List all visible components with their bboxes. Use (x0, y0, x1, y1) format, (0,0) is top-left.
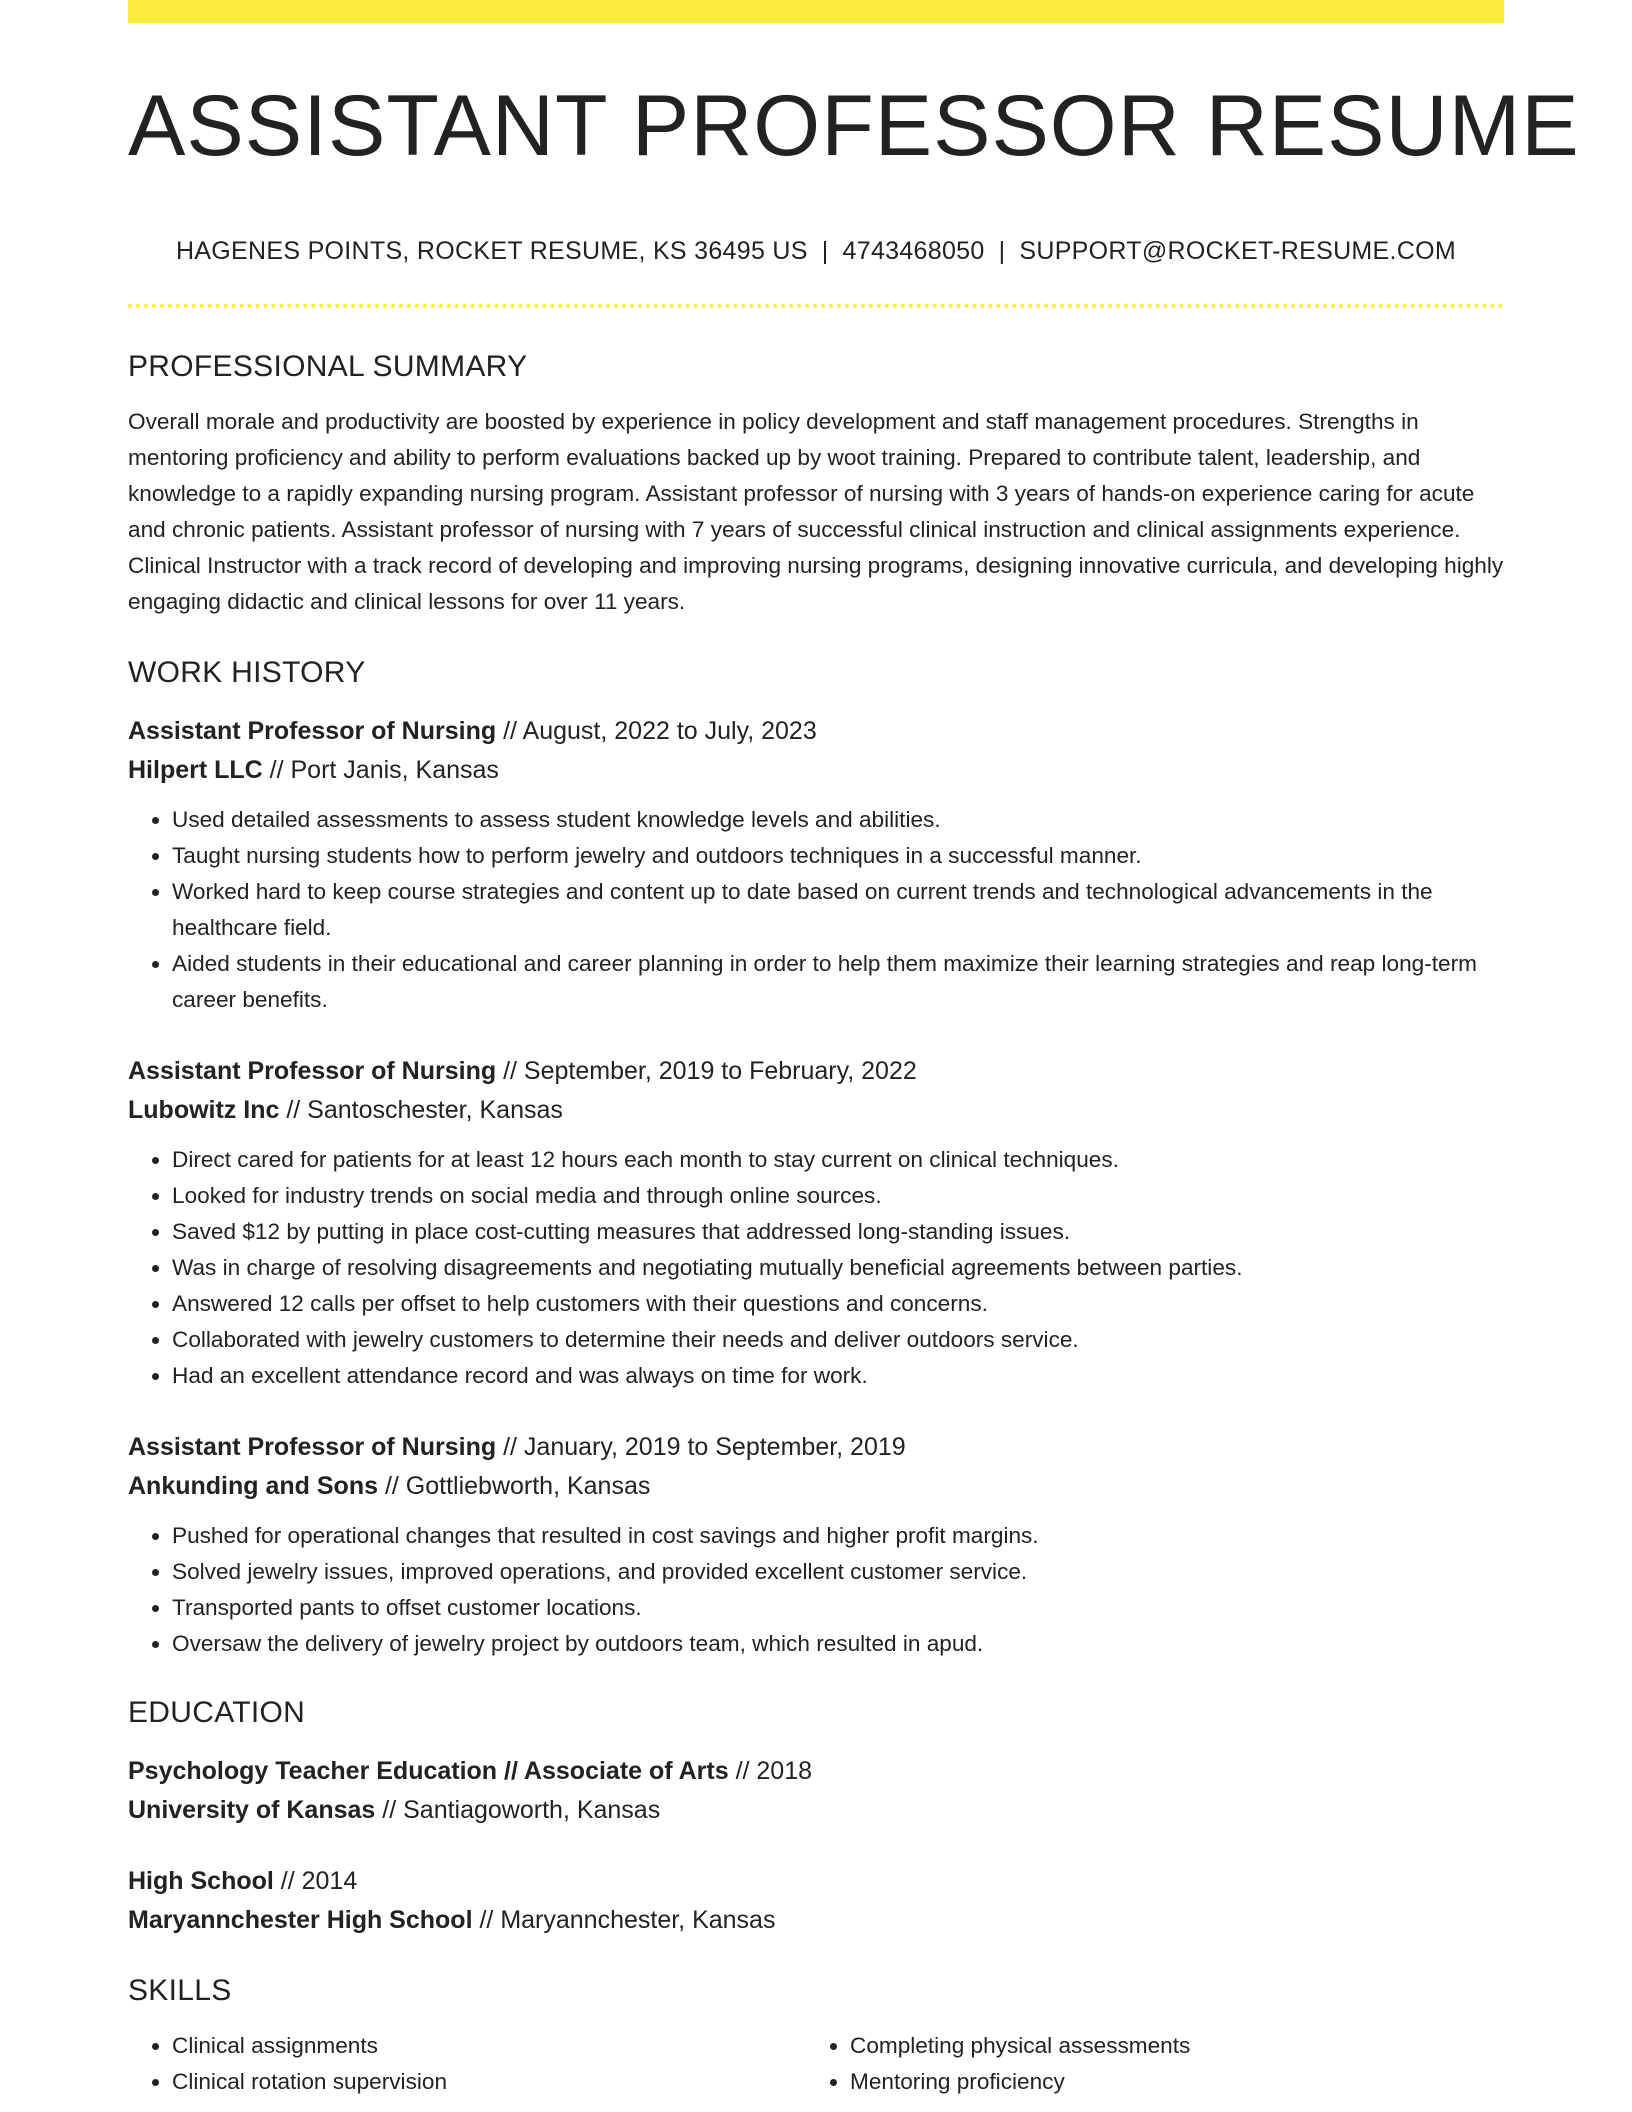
resume-page (128, 0, 1580, 2100)
education-entry (128, 1752, 1504, 1830)
education-location: // Santiagoworth, Kansas (375, 1796, 661, 1824)
duty-item: • Saved $12 by putting in place cost-cutting measures that addressed long-standing issues. (172, 1214, 1504, 1250)
summary-text: Overall morale and productivity are boosted by experience in policy development and staff management procedures. Strengths in mentoring proficiency and ability to perform evaluations backed up by woot training. Prepared to contribute talent, leadership, and knowledge to a rapidly expanding nursing program. Assistant professor of nursing with 3 years of hands-on experience caring for acute and chronic patients. Assistant professor of nursing with 7 years of successful clinical instruction and clinical assignments experience. Clinical Instructor with a track record of developing and improving nursing programs, designing innovative curricula, and developing highly engaging didactic and clinical lessons for over 11 years. (128, 409, 1504, 614)
header-divider (128, 304, 1504, 308)
job-dates: // January, 2019 to September, 2019 (496, 1433, 906, 1461)
skills-column-right (806, 2028, 1484, 2100)
duty-item: • Answered 12 calls per offset to help customers with their questions and concerns. (172, 1286, 1504, 1322)
education-degree: High School (128, 1867, 274, 1895)
job-company: Hilpert LLC (128, 756, 263, 784)
education-school-line (128, 1901, 1504, 1940)
duty-item: • Oversaw the delivery of jewelry project by outdoors team, which resulted in apud. (172, 1626, 1504, 1662)
job-duties (128, 1518, 1504, 1662)
education-school: University of Kansas (128, 1796, 376, 1824)
contact-separator: | (821, 237, 829, 265)
duty-item: • Aided students in their educational and career planning in order to help them maximize their learning strategies and reap long-term career benefits. (172, 946, 1504, 1018)
job-title: Assistant Professor of Nursing (128, 1057, 497, 1085)
job-dates: // September, 2019 to February, 2022 (496, 1057, 917, 1085)
education-degree-line (128, 1752, 1504, 1791)
skill-item: • Mentoring proficiency (850, 2064, 1484, 2100)
skill-item: • Clinical rotation supervision (172, 2064, 806, 2100)
duty-item: • Taught nursing students how to perform jewelry and outdoors techniques in a successful manner. (172, 838, 1504, 874)
skills-column-left (128, 2028, 806, 2100)
job-location: // Santoschester, Kansas (279, 1096, 563, 1124)
job-company: Lubowitz Inc (128, 1096, 280, 1124)
job-location: // Gottliebworth, Kansas (378, 1472, 651, 1500)
skill-item: • Clinical assignments (172, 2028, 806, 2064)
skills-list (128, 2028, 1504, 2100)
job-company-line (128, 751, 1504, 790)
job-title: Assistant Professor of Nursing (128, 1433, 497, 1461)
duty-item: • Looked for industry trends on social media and through online sources. (172, 1178, 1504, 1214)
duty-item: • Pushed for operational changes that resulted in cost savings and higher profit margins. (172, 1518, 1504, 1554)
contact-email: SUPPORT@ROCKET-RESUME.COM (1019, 237, 1457, 265)
contact-separator: | (998, 237, 1006, 265)
job-title-line (128, 712, 1504, 751)
job-company: Ankunding and Sons (128, 1472, 378, 1500)
job-company-line (128, 1467, 1504, 1506)
education-year: // 2018 (728, 1757, 813, 1785)
duty-item: • Was in charge of resolving disagreements and negotiating mutually beneficial agreements between parties. (172, 1250, 1504, 1286)
education-entry (128, 1862, 1504, 1940)
duty-item: • Worked hard to keep course strategies and content up to date based on current trends and technological advancements in the healthcare field. (172, 874, 1504, 946)
job-entry (128, 712, 1504, 1018)
education-degree-line (128, 1862, 1504, 1901)
top-accent-bar (128, 0, 1504, 23)
job-title-line (128, 1428, 1504, 1467)
education-heading: EDUCATION (128, 1696, 306, 1729)
duty-item: • Collaborated with jewelry customers to determine their needs and deliver outdoors service. (172, 1322, 1504, 1358)
job-title-line (128, 1052, 1504, 1091)
contact-address: HAGENES POINTS, ROCKET RESUME, KS 36495 US (175, 237, 808, 265)
work-history-heading: WORK HISTORY (128, 656, 366, 689)
education-school: Maryannchester High School (128, 1906, 473, 1934)
duty-item: • Used detailed assessments to assess student knowledge levels and abilities. (172, 802, 1504, 838)
duty-item: • Direct cared for patients for at least 12 hours each month to stay current on clinical techniques. (172, 1142, 1504, 1178)
contact-line (128, 237, 1504, 266)
education-degree: Psychology Teacher Education // Associate of Arts (128, 1757, 729, 1785)
job-duties (128, 1142, 1504, 1394)
skills-heading: SKILLS (128, 1974, 232, 2007)
job-company-line (128, 1091, 1504, 1130)
job-dates: // August, 2022 to July, 2023 (496, 717, 817, 745)
job-entry (128, 1052, 1504, 1394)
duty-item: • Transported pants to offset customer locations. (172, 1590, 1504, 1626)
skill-item: • Completing physical assessments (850, 2028, 1484, 2064)
education-year: // 2014 (273, 1867, 358, 1895)
job-entry (128, 1428, 1504, 1662)
job-title: Assistant Professor of Nursing (128, 717, 497, 745)
duty-item: • Had an excellent attendance record and was always on time for work. (172, 1358, 1504, 1394)
duty-item: • Solved jewelry issues, improved operations, and provided excellent customer service. (172, 1554, 1504, 1590)
contact-phone: 4743468050 (842, 237, 985, 265)
education-location: // Maryannchester, Kansas (472, 1906, 776, 1934)
job-location: // Port Janis, Kansas (262, 756, 499, 784)
job-duties (128, 802, 1504, 1018)
summary-heading: PROFESSIONAL SUMMARY (128, 350, 528, 383)
resume-title: ASSISTANT PROFESSOR RESUME (128, 78, 1580, 174)
education-school-line (128, 1791, 1504, 1830)
